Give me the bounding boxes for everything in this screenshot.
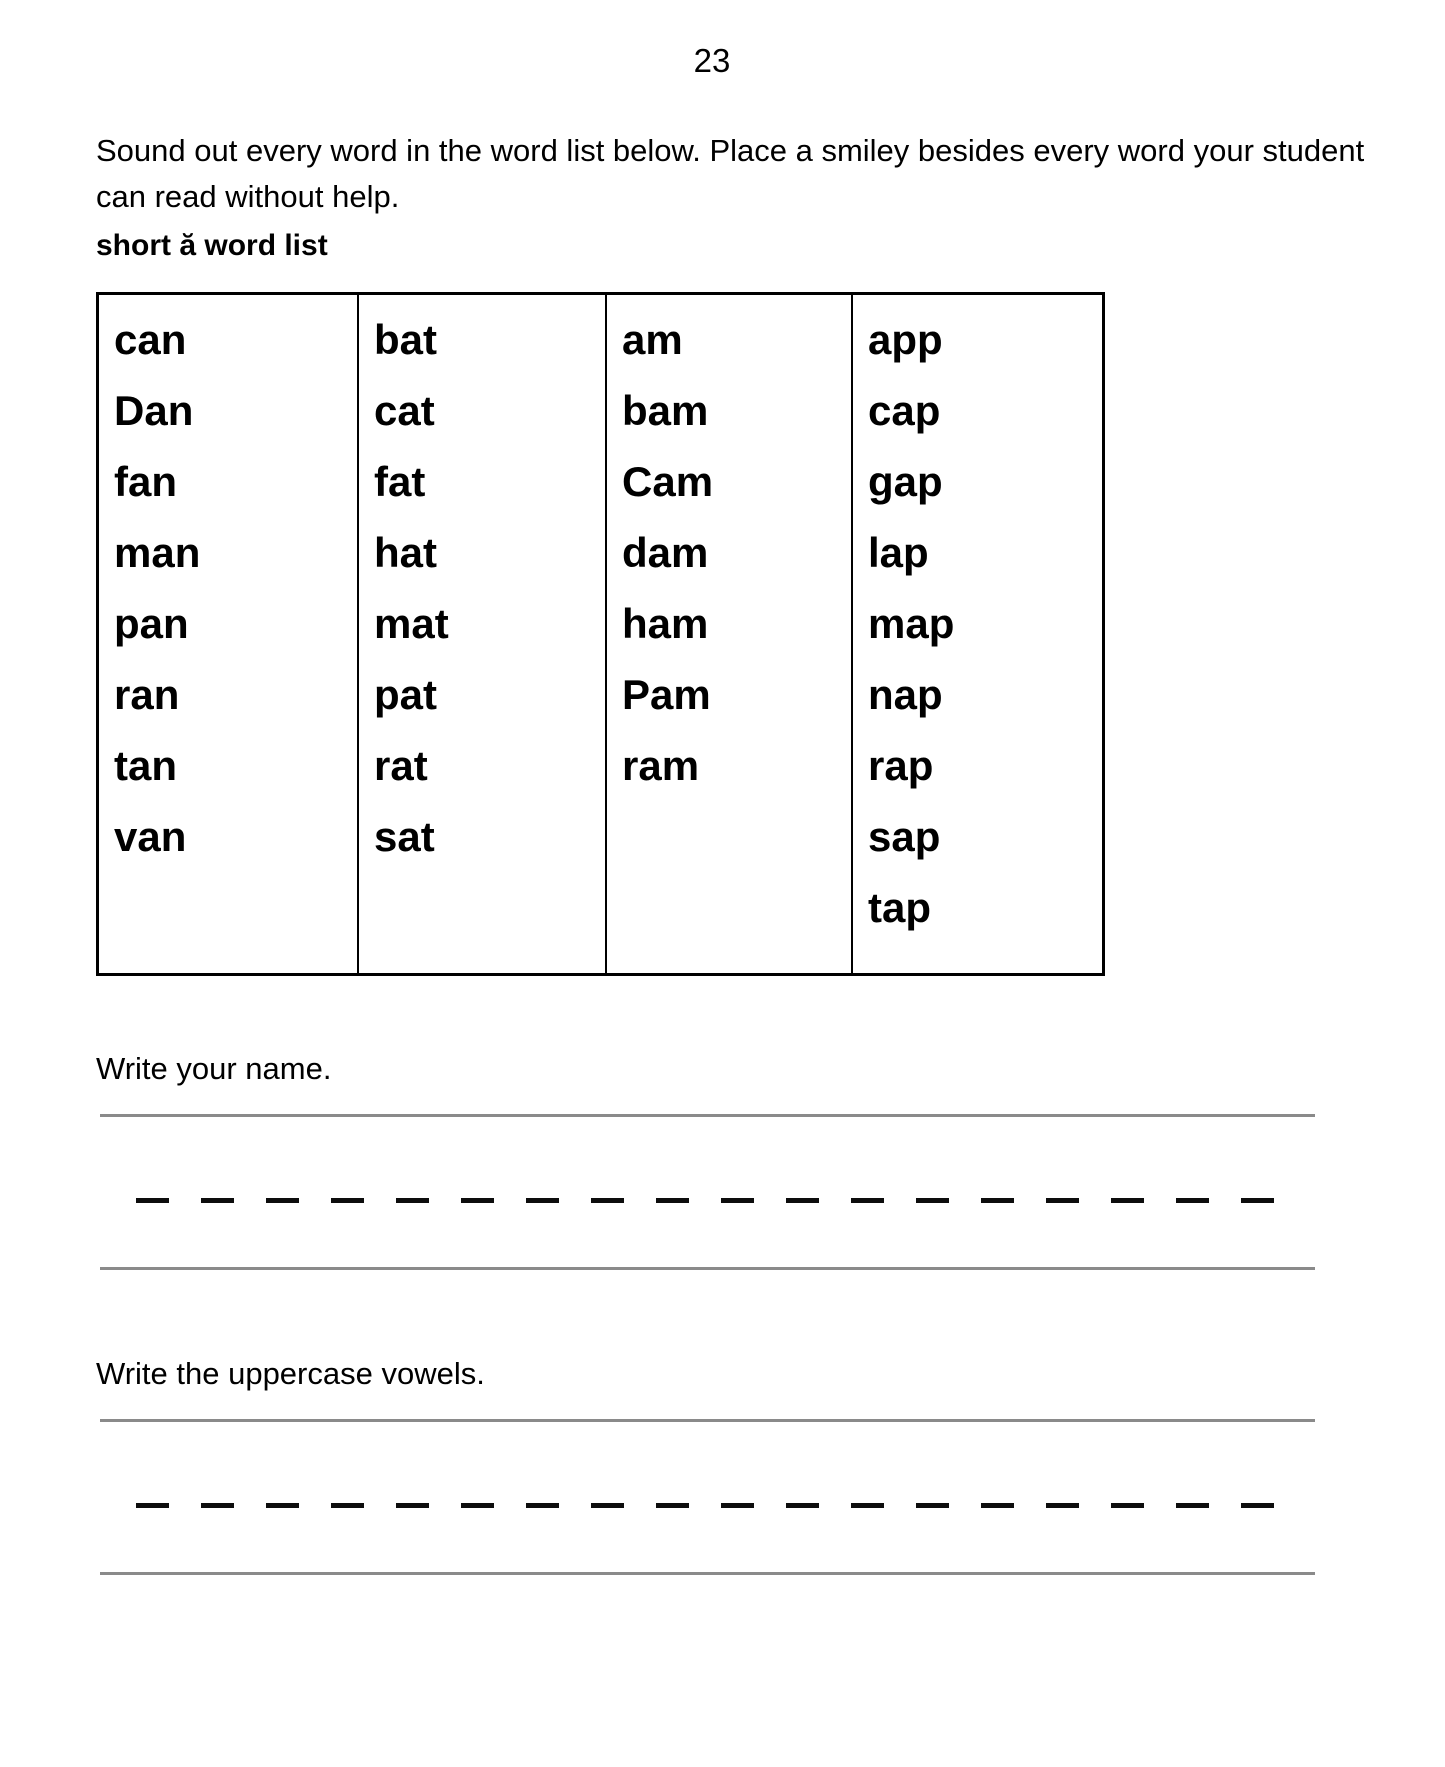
word-item: fan [114, 458, 177, 505]
word-list-column-ap [851, 295, 1102, 973]
instructions-text: Sound out every word in the word list below. Place a smiley besides every word your student can read without help. [96, 133, 1365, 214]
word-item: van [114, 813, 187, 860]
handwriting-lines-vowels [100, 1419, 1315, 1579]
word-item: rap [868, 742, 934, 789]
word-item: Pam [622, 671, 711, 718]
word-list-column-am [605, 295, 851, 973]
word-item: bam [622, 387, 709, 434]
write-vowels-label: Write the uppercase vowels. [96, 1356, 485, 1391]
word-item: pan [114, 600, 189, 647]
word-item: ham [622, 600, 709, 647]
word-item: can [114, 316, 187, 363]
bottom-rule-line [100, 1572, 1315, 1575]
word-item: ram [622, 742, 700, 789]
top-rule-line [100, 1419, 1315, 1422]
word-item: Cam [622, 458, 714, 505]
dashed-midline [136, 1503, 1288, 1508]
word-item: sat [374, 813, 435, 860]
word-list-column-at [357, 295, 605, 973]
word-list-title: short ă word list [96, 229, 328, 262]
word-item: tan [114, 742, 177, 789]
word-item: cat [374, 387, 435, 434]
word-item: tap [868, 884, 931, 931]
word-item: lap [868, 529, 929, 576]
handwriting-lines-name [100, 1114, 1315, 1274]
bottom-rule-line [100, 1267, 1315, 1270]
write-name-label: Write your name. [96, 1051, 332, 1086]
word-item: Dan [114, 387, 194, 434]
word-item: rat [374, 742, 428, 789]
word-item: man [114, 529, 201, 576]
word-item: map [868, 600, 955, 647]
top-rule-line [100, 1114, 1315, 1117]
word-list-column-an [99, 295, 357, 973]
page-number: 23 [693, 42, 731, 79]
word-item: nap [868, 671, 943, 718]
dashed-midline [136, 1198, 1288, 1203]
word-item: gap [868, 458, 943, 505]
word-item: cap [868, 387, 941, 434]
word-item: mat [374, 600, 449, 647]
word-item: fat [374, 458, 426, 505]
word-item: sap [868, 813, 941, 860]
word-item: am [622, 316, 683, 363]
word-item: pat [374, 671, 437, 718]
word-item: ran [114, 671, 180, 718]
word-list-table [96, 292, 1105, 976]
word-item: hat [374, 529, 437, 576]
word-item: app [868, 316, 943, 363]
word-item: bat [374, 316, 437, 363]
word-item: dam [622, 529, 709, 576]
